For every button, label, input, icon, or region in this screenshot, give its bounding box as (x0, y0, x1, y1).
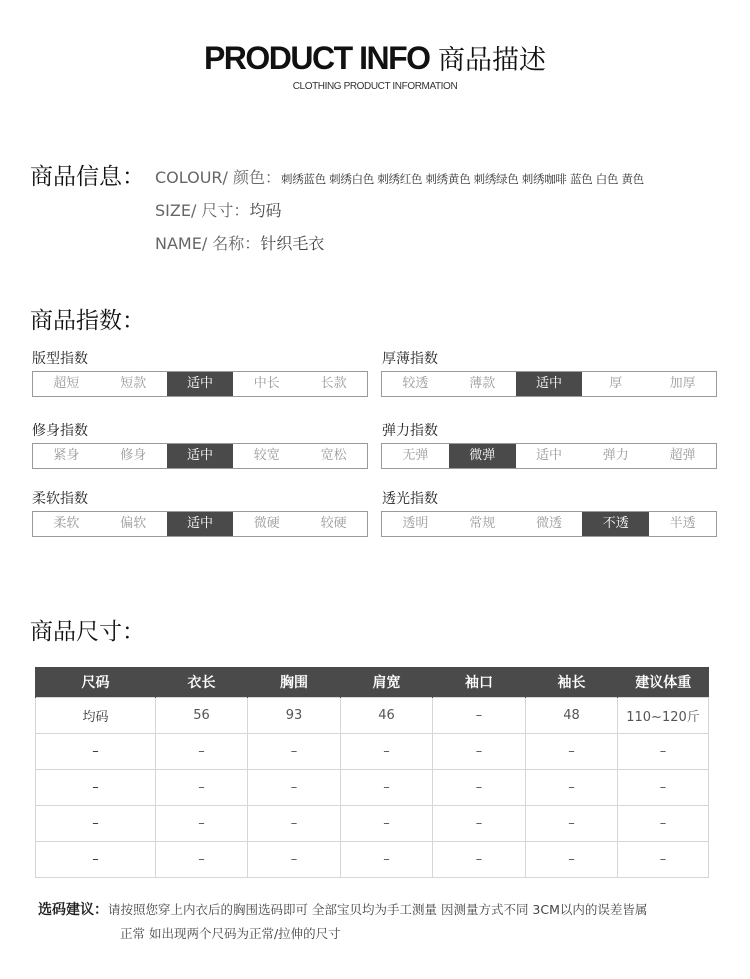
table-cell: – (156, 806, 248, 842)
scale-option: 无弹 (402, 448, 429, 463)
table-cell: – (36, 806, 156, 842)
scale-option: 紧身 (53, 448, 80, 463)
table-cell: – (156, 734, 248, 770)
size-advice-text1: 请按照您穿上内衣后的胸围选码即可 全部宝贝均为手工测量 因测量方式不同 3CM以内的误差皆属 (108, 902, 648, 917)
colour-value: 刺绣蓝色 刺绣白色 刺绣红色 刺绣黄色 刺绣绿色 刺绣咖啡 蓝色 白色 黄色 (281, 172, 644, 186)
table-cell: 46 (341, 698, 433, 734)
table-cell: – (433, 806, 526, 842)
table-header-cell: 衣长 (156, 667, 248, 698)
scale-option: 宽松 (320, 448, 347, 463)
table-row (36, 770, 709, 806)
table-header-cell: 肩宽 (341, 667, 433, 698)
table-cell: – (248, 806, 341, 842)
table-cell: – (433, 770, 526, 806)
table-cell: – (526, 734, 618, 770)
table-cell: – (36, 842, 156, 878)
name-value: 针织毛衣 (260, 234, 325, 253)
scale-label-fit: 版型指数 (32, 351, 88, 367)
table-cell: – (433, 734, 526, 770)
size-advice (38, 898, 728, 946)
product-info-title: 商品信息： (30, 164, 145, 190)
scale-fit (32, 371, 368, 397)
table-cell: – (248, 842, 341, 878)
scale-option-selected: 微弹 (449, 444, 516, 468)
page-title-cn: 商品描述 (438, 45, 547, 76)
table-cell: – (526, 842, 618, 878)
scale-option-selected: 适中 (516, 372, 583, 396)
size-advice-text2: 正常 如出现两个尺码为正常/拉伸的尺寸 (120, 926, 341, 941)
table-cell: – (433, 698, 526, 734)
scale-option: 长款 (320, 376, 347, 391)
name-row (155, 231, 324, 254)
scale-option: 超短 (53, 376, 80, 391)
page-title-en: PRODUCT INFO (203, 40, 430, 76)
table-cell: 48 (526, 698, 618, 734)
product-index-title: 商品指数： (30, 308, 145, 334)
table-cell: – (433, 842, 526, 878)
scale-slim (32, 443, 368, 469)
table-cell: – (36, 734, 156, 770)
table-cell: – (341, 770, 433, 806)
scale-option: 柔软 (53, 516, 80, 531)
table-row (36, 806, 709, 842)
scale-elasticity (381, 443, 717, 469)
scale-label-softness: 柔软指数 (32, 491, 88, 507)
table-cell: – (36, 770, 156, 806)
table-header-row (36, 667, 709, 698)
size-table (35, 667, 709, 878)
table-cell: – (248, 734, 341, 770)
scale-transparency (381, 511, 717, 537)
scale-option: 微透 (535, 516, 562, 531)
scale-option-selected: 适中 (167, 372, 234, 396)
scale-softness (32, 511, 368, 537)
table-cell: – (526, 770, 618, 806)
scale-option: 微硬 (253, 516, 280, 531)
table-cell: 56 (156, 698, 248, 734)
colour-label: COLOUR/ 颜色： (155, 168, 282, 187)
table-cell: 93 (248, 698, 341, 734)
size-chart-title: 商品尺寸： (30, 619, 145, 645)
table-cell: – (618, 770, 709, 806)
table-cell: – (618, 734, 709, 770)
scale-option: 超弹 (669, 448, 696, 463)
scale-option-selected: 适中 (167, 512, 234, 536)
name-label: NAME/ 名称： (155, 234, 261, 253)
page-subtitle: CLOTHING PRODUCT INFORMATION (292, 81, 458, 92)
scale-option: 较硬 (320, 516, 347, 531)
size-value: 均码 (249, 201, 282, 220)
table-row (36, 842, 709, 878)
scale-option: 加厚 (669, 376, 696, 391)
table-cell: 110~120斤 (618, 698, 709, 734)
scale-option: 较宽 (253, 448, 280, 463)
page-title (0, 38, 750, 77)
scale-option: 适中 (535, 448, 562, 463)
scale-option: 短款 (120, 376, 147, 391)
scale-option: 半透 (669, 516, 696, 531)
table-header-cell: 袖长 (526, 667, 618, 698)
scale-option: 修身 (120, 448, 147, 463)
table-cell: – (341, 734, 433, 770)
scale-thickness (381, 371, 717, 397)
table-cell: – (341, 806, 433, 842)
scale-option: 厚 (609, 376, 623, 391)
scale-option: 中长 (253, 376, 280, 391)
scale-option: 偏软 (120, 516, 147, 531)
scale-option: 薄款 (469, 376, 496, 391)
scale-label-transparency: 透光指数 (382, 491, 438, 507)
scale-option: 较透 (402, 376, 429, 391)
scale-option: 弹力 (602, 448, 629, 463)
table-cell: – (156, 842, 248, 878)
table-row (36, 698, 709, 734)
table-cell: – (526, 806, 618, 842)
table-header-cell: 胸围 (248, 667, 341, 698)
table-cell: 均码 (36, 698, 156, 734)
scale-option: 常规 (469, 516, 496, 531)
table-cell: – (341, 842, 433, 878)
table-cell: – (248, 770, 341, 806)
scale-option-selected: 不透 (582, 512, 649, 536)
size-label: SIZE/ 尺寸： (155, 201, 250, 220)
scale-label-elasticity: 弹力指数 (382, 423, 438, 439)
table-header-cell: 尺码 (36, 667, 156, 698)
size-row (155, 198, 281, 221)
scale-label-thickness: 厚薄指数 (382, 351, 438, 367)
scale-option-selected: 适中 (167, 444, 234, 468)
table-header-cell: 袖口 (433, 667, 526, 698)
table-cell: – (618, 806, 709, 842)
table-header-cell: 建议体重 (618, 667, 709, 698)
scale-label-slim: 修身指数 (32, 423, 88, 439)
colour-row (155, 165, 644, 188)
size-advice-label: 选码建议： (38, 902, 108, 918)
table-cell: – (156, 770, 248, 806)
size-advice-line1 (38, 898, 728, 922)
table-cell: – (618, 842, 709, 878)
table-row (36, 734, 709, 770)
scale-option: 透明 (402, 516, 429, 531)
